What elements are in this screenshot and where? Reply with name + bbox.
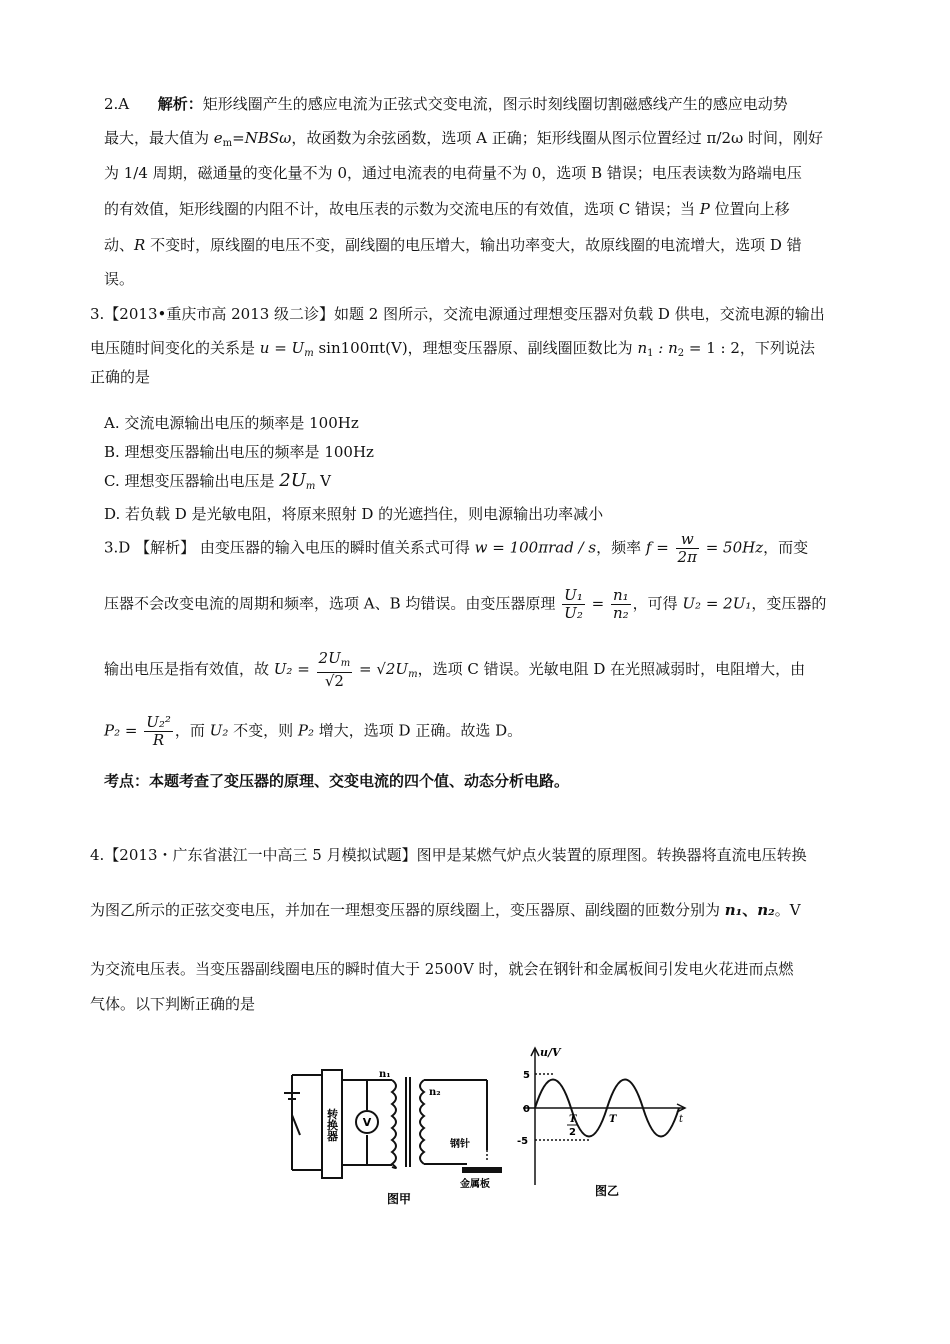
y-tick-pos: 5 bbox=[523, 1070, 530, 1081]
q2-answer-line-6: 误。 bbox=[104, 270, 135, 288]
metal-plate bbox=[462, 1167, 502, 1173]
q4-line-3: 为交流电压表。当变压器副线圈电压的瞬时值大于 2500V 时，就会在钢针和金属板间引发电火花进而点燃 bbox=[90, 960, 794, 978]
q2-answer-line-5: 动、R 不变时，原线圈的电压不变，副线圈的电压增大，输出功率变大，故原线圈的电流增大，选项 D 错 bbox=[104, 236, 802, 254]
q4-line-4: 气体。以下判断正确的是 bbox=[90, 995, 256, 1013]
figure-yi-graph bbox=[515, 1040, 695, 1200]
figure-jia-circuit bbox=[282, 1055, 512, 1205]
figure-jia-caption: 图甲 bbox=[387, 1192, 412, 1205]
q3-line-2: 电压随时间变化的关系是 $u = U_m$ sin100πt(V)，理想变压器原、副线圈匝数比为 $n_1$ : $n_2 = 1$ : 2，下列说法 bbox=[90, 339, 815, 359]
n1-label: n₁ bbox=[379, 1069, 391, 1080]
q3-answer-line-2: 压器不会改变电流的周期和频率，选项 A、B 均错误。由变压器原理 $\frac{\text{U₁}}{\text{U₂}}$ = $\frac{\text{n₁}}{\text{n₂}}$ ，可得 U₂ = 2U₁，变压器的 bbox=[104, 586, 827, 622]
q3-kaodian: 考点：本题考查了变压器的原理、交变电流的四个值、动态分析电路。 bbox=[104, 772, 570, 790]
q4-line-1: 4.【2013・广东省湛江一中高三 5 月模拟试题】图甲是某燃气炉点火装置的原理图。转换器将直流电压转换 bbox=[90, 846, 807, 864]
q3-line-1: 3.【2013•重庆市高 2013 级二诊】如题 2 图所示，交流电源通过理想变压器对负载 D 供电，交流电源的输出 bbox=[90, 305, 825, 323]
n2-label: n₂ bbox=[429, 1087, 441, 1098]
t-full-label: T bbox=[609, 1114, 617, 1125]
q3-option-d: D. 若负载 D 是光敏电阻，将原来照射 D 的光遮挡住，则电源输出功率减小 bbox=[104, 505, 604, 523]
y-tick-zero: 0 bbox=[523, 1104, 530, 1115]
x-axis-label: t bbox=[679, 1114, 684, 1125]
q3-option-c: C. 理想变压器输出电压是 $2U_m$ V bbox=[104, 470, 331, 492]
q4-line-2: 为图乙所示的正弦交变电压，并加在一理想变压器的原线圈上，变压器原、副线圈的匝数分别为 n₁、n₂。V bbox=[90, 901, 801, 919]
converter-label: 转换器 bbox=[325, 1108, 339, 1142]
q3-answer-line-3: 输出电压是指有效值，故 U₂ = $\frac{2U_m}{√2}$ = $√2U_m$，选项 C 错误。光敏电阻 D 在光照减弱时，电阻增大，由 bbox=[104, 649, 806, 690]
figure-yi-caption: 图乙 bbox=[595, 1184, 620, 1198]
y-axis-label: u/V bbox=[540, 1046, 561, 1059]
q2-answer-line-4: 的有效值，矩形线圈的内阻不计，故电压表的示数为交流电压的有效值，选项 C 错误；当 P 位置向上移 bbox=[104, 200, 790, 218]
q3-option-a: A. 交流电源输出电压的频率是 100Hz bbox=[104, 414, 359, 432]
t-half-num: T bbox=[569, 1114, 577, 1125]
q2-answer-line-1: 2.A 解析：矩形线圈产生的感应电流为正弦式交变电流，图示时刻线圈切割磁感线产生的感应电动势 bbox=[104, 95, 788, 113]
t-half-den: 2 bbox=[569, 1127, 576, 1138]
needle-label: 钢针 bbox=[450, 1139, 470, 1150]
plate-label: 金属板 bbox=[460, 1179, 490, 1190]
y-tick-neg: -5 bbox=[517, 1136, 529, 1147]
q3-line-3: 正确的是 bbox=[90, 368, 151, 386]
q3-answer-line-1: 3.D 【解析】 由变压器的输入电压的瞬时值关系式可得 w = 100πrad / s，频率 f = $\frac{w}{2\pi}$ = 50Hz，而变 bbox=[104, 530, 809, 566]
q2-answer-line-3: 为 1/4 周期，磁通量的变化量不为 0，通过电流表的电荷量不为 0，选项 B 错误；电压表读数为路端电压 bbox=[104, 164, 802, 182]
voltmeter-label: V bbox=[362, 1116, 372, 1129]
q3-answer-line-4: P₂ = $\frac{\text{U₂²}}{R}$ ，而 U₂ 不变，则 P₂ 增大，选项 D 正确。故选 D。 bbox=[104, 713, 523, 749]
q2-answer-line-2: 最大，最大值为 $e_m=NBS\omega$，故函数为余弦函数，选项 A 正确；矩形线圈从图示位置经过 π/2ω 时间，刚好 bbox=[104, 129, 823, 149]
q3-option-b: B. 理想变压器输出电压的频率是 100Hz bbox=[104, 443, 374, 461]
